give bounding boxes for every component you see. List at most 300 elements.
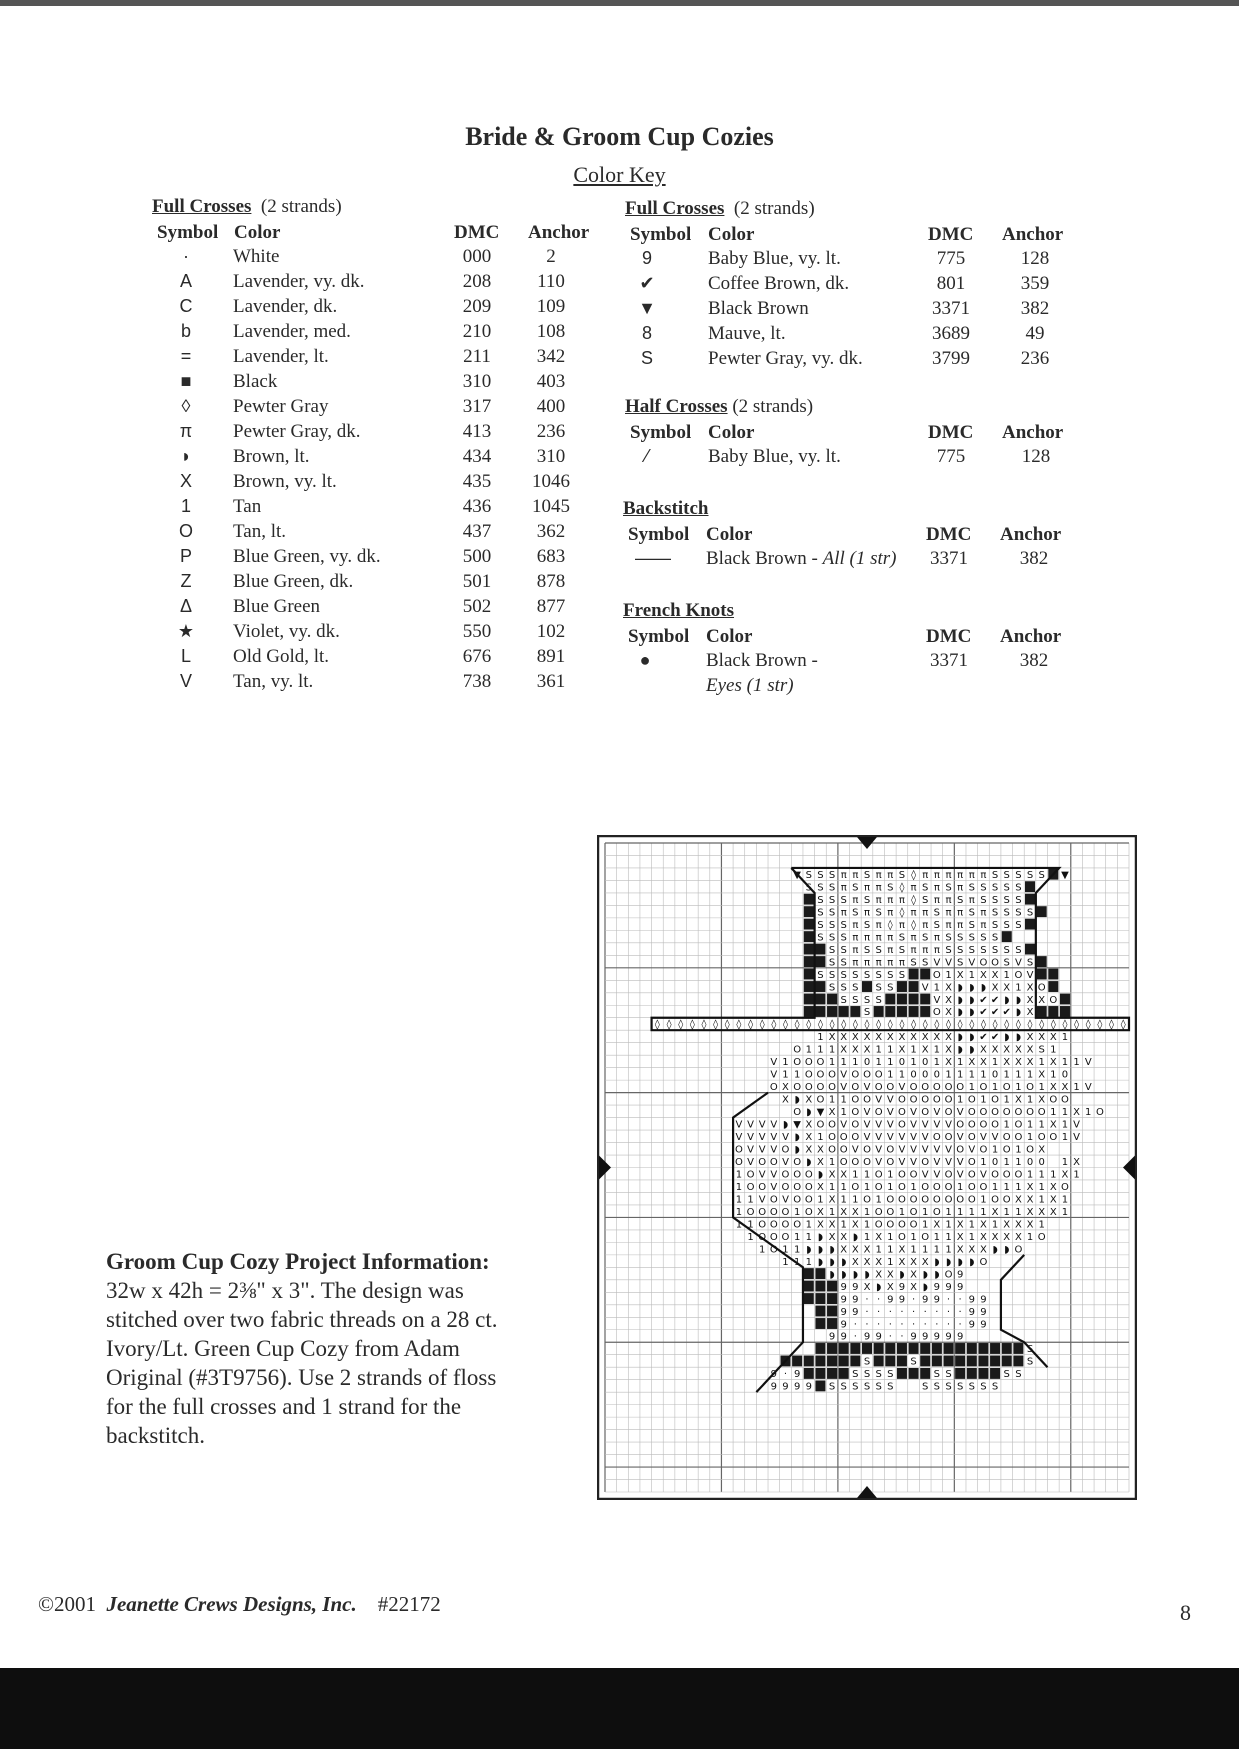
chart-cell-symbol: V xyxy=(921,1119,929,1131)
chart-cell-symbol: X xyxy=(816,1157,824,1169)
chart-cell-black xyxy=(827,1306,837,1317)
chart-cell-symbol: X xyxy=(1026,1007,1034,1019)
chart-cell-symbol: 1 xyxy=(1038,1057,1045,1069)
chart-cell-symbol: π xyxy=(945,907,952,919)
stitch-symbol: C xyxy=(179,296,193,316)
chart-cell-symbol: O xyxy=(793,1181,802,1193)
chart-cell-black xyxy=(850,1356,860,1367)
chart-cell-symbol: O xyxy=(886,1157,895,1169)
chart-cell-symbol: π xyxy=(887,944,894,956)
chart-cell-symbol: O xyxy=(991,1107,1000,1119)
chart-cell-symbol: O xyxy=(967,1119,976,1131)
chart-cell-symbol: · xyxy=(900,1306,904,1318)
chart-cell-symbol: X xyxy=(991,1044,999,1056)
anchor-number: 49 xyxy=(1025,323,1045,344)
dmc-number: 676 xyxy=(462,646,492,667)
chart-cell-symbol: ◊ xyxy=(794,1019,800,1031)
chart-cell-symbol: S xyxy=(1003,869,1010,881)
chart-cell-black xyxy=(804,919,814,930)
chart-cell-symbol: 1 xyxy=(1015,1206,1022,1218)
chart-cell-symbol: X xyxy=(1014,1094,1022,1106)
chart-cell-symbol: 1 xyxy=(817,1194,824,1206)
chart-cell-symbol: O xyxy=(804,1069,813,1081)
chart-cell-symbol: 1 xyxy=(968,1219,975,1231)
chart-cell-symbol: V xyxy=(1026,969,1034,981)
chart-cell-symbol: X xyxy=(1073,1107,1081,1119)
chart-cell-black xyxy=(804,931,814,942)
chart-cell-black xyxy=(792,1356,802,1367)
color-name: Lavender, med. xyxy=(233,321,351,342)
chart-cell-symbol: 9 xyxy=(840,1281,847,1293)
chart-cell-symbol: 1 xyxy=(887,1169,894,1181)
chart-cell-symbol: X xyxy=(1038,1069,1046,1081)
anchor-number: 2 xyxy=(546,246,556,267)
chart-cell-symbol: 1 xyxy=(980,1206,987,1218)
chart-cell-symbol: V xyxy=(851,1144,859,1156)
chart-cell-symbol: X xyxy=(851,1256,859,1268)
chart-cell-symbol: ◊ xyxy=(1062,1019,1068,1031)
chart-cell-symbol: 1 xyxy=(1015,1144,1022,1156)
stitch-symbol: ▼ xyxy=(638,298,656,318)
color-key-row xyxy=(152,446,612,471)
chart-cell-symbol: ◊ xyxy=(887,919,893,931)
chart-cell-symbol: O xyxy=(1049,994,1058,1006)
chart-cell-symbol: S xyxy=(875,982,882,994)
chart-cell-symbol: ◊ xyxy=(666,1019,672,1031)
chart-cell-symbol: 1 xyxy=(1061,1107,1069,1119)
chart-cell-symbol: 9 xyxy=(968,1306,975,1318)
chart-cell-symbol: X xyxy=(1003,1219,1011,1231)
backstitch-line-icon: —— xyxy=(635,548,671,568)
chart-cell-symbol: ✔ xyxy=(979,994,988,1006)
chart-cell-symbol: X xyxy=(945,1044,952,1056)
chart-cell-symbol: O xyxy=(991,1194,1000,1206)
chart-cell-black xyxy=(909,1368,919,1379)
dmc-number: 3799 xyxy=(932,348,970,369)
chart-cell-symbol: X xyxy=(980,1219,987,1231)
chart-cell-symbol: ◗ xyxy=(957,1007,963,1019)
chart-cell-symbol: ◗ xyxy=(794,1094,800,1106)
chart-cell-symbol: V xyxy=(898,1144,906,1156)
chart-cell-symbol: X xyxy=(956,969,964,981)
chart-cell-symbol: O xyxy=(769,1206,778,1218)
chart-cell-symbol: O xyxy=(758,1181,767,1193)
chart-cell-symbol: S xyxy=(1003,957,1010,969)
chart-cell-symbol: ◗ xyxy=(852,1269,858,1281)
chart-cell-symbol: O xyxy=(804,1206,813,1218)
chart-cell-symbol: ◗ xyxy=(829,1244,835,1256)
chart-cell-symbol: X xyxy=(805,1094,813,1106)
chart-cell-symbol: 9 xyxy=(770,1381,778,1393)
chart-cell-symbol: 1 xyxy=(887,1057,894,1069)
chart-cell-symbol: X xyxy=(980,1231,987,1243)
chart-cell-symbol: O xyxy=(816,1119,825,1131)
chart-cell-symbol: 1 xyxy=(1003,1094,1010,1106)
color-key-row xyxy=(625,248,1085,273)
chart-cell-symbol: π xyxy=(957,869,964,881)
chart-cell-symbol: ◊ xyxy=(911,1019,917,1031)
chart-cell-symbol: O xyxy=(909,1194,918,1206)
chart-cell-symbol: 1 xyxy=(933,1057,941,1069)
chart-cell-symbol: V xyxy=(747,1144,754,1156)
chart-cell-symbol: π xyxy=(933,932,940,944)
color-name: Blue Green, vy. dk. xyxy=(233,546,381,567)
chart-cell-symbol: 1 xyxy=(910,1057,917,1069)
chart-cell-symbol: O xyxy=(863,1069,871,1081)
chart-cell-symbol: 1 xyxy=(735,1169,743,1181)
chart-cell-symbol: O xyxy=(769,1194,778,1206)
chart-cell-black xyxy=(897,994,907,1005)
dmc-number: 310 xyxy=(462,371,492,392)
project-info-line: Ivory/Lt. Green Cup Cozy from Adam xyxy=(106,1336,460,1361)
chart-cell-symbol: S xyxy=(828,1381,836,1393)
chart-cell-symbol: O xyxy=(1061,1181,1069,1193)
chart-cell-symbol: π xyxy=(875,957,882,969)
chart-cell-symbol: ◊ xyxy=(980,1019,986,1031)
chart-cell-symbol: X xyxy=(805,1119,813,1131)
chart-cell-symbol: 1 xyxy=(1061,1032,1069,1044)
chart-cell-symbol: X xyxy=(956,1219,964,1231)
chart-cell-symbol: 0 xyxy=(922,1057,929,1069)
chart-cell-symbol: ◊ xyxy=(736,1019,742,1031)
chart-cell-symbol: V xyxy=(840,1119,848,1131)
stitch-symbol: V xyxy=(179,671,192,691)
chart-cell-symbol: 1 xyxy=(863,1169,871,1181)
chart-cell-symbol: ◗ xyxy=(817,1256,824,1268)
chart-cell-symbol: X xyxy=(1026,1057,1034,1069)
chart-cell-symbol: S xyxy=(1015,919,1022,931)
chart-cell-symbol: O xyxy=(839,1132,848,1144)
column-headers xyxy=(625,224,1085,248)
chart-cell-symbol: V xyxy=(840,1069,848,1081)
chart-cell-symbol: X xyxy=(851,1206,859,1218)
chart-cell-symbol: V xyxy=(910,1157,917,1169)
chart-cell-symbol: S xyxy=(968,882,975,894)
stitch-symbol: A xyxy=(179,271,192,291)
anchor-number: 310 xyxy=(536,446,566,467)
color-name: Black Brown - xyxy=(706,650,818,671)
chart-cell-symbol: 1 xyxy=(1061,1057,1069,1069)
section-heading-label: Backstitch xyxy=(623,498,709,519)
anchor-number: 236 xyxy=(536,421,566,442)
chart-cell-symbol: O xyxy=(793,1044,802,1056)
dmc-number: 501 xyxy=(462,571,492,592)
chart-cell-symbol: 0 xyxy=(898,1057,906,1069)
chart-cell-black xyxy=(909,1343,919,1354)
chart-cell-symbol: 0 xyxy=(1061,1069,1069,1081)
chart-cell-symbol: · xyxy=(923,1319,927,1331)
chart-cell-symbol: X xyxy=(1049,1194,1057,1206)
chart-cell-symbol: 1 xyxy=(1003,1206,1010,1218)
chart-cell-symbol: 1 xyxy=(852,1169,859,1181)
chart-cell-symbol: X xyxy=(898,1044,906,1056)
chart-cell-symbol: 1 xyxy=(782,1256,789,1268)
chart-cell-symbol: ◊ xyxy=(759,1019,765,1031)
chart-cell-symbol: ◊ xyxy=(1074,1019,1080,1031)
chart-cell-symbol: X xyxy=(840,1206,848,1218)
chart-cell-symbol: X xyxy=(1049,1181,1057,1193)
chart-cell-symbol: S xyxy=(1026,1356,1034,1368)
chart-cell-symbol: 1 xyxy=(1038,1194,1045,1206)
chart-cell-symbol: S xyxy=(840,894,847,906)
chart-cell-symbol: 0 xyxy=(863,1057,871,1069)
chart-cell-symbol: 1 xyxy=(980,1157,987,1169)
chart-cell-black xyxy=(1013,1343,1023,1354)
chart-cell-symbol: π xyxy=(852,932,859,944)
chart-cell-symbol: π xyxy=(863,882,871,894)
color-key-row xyxy=(623,650,1083,675)
chart-cell-symbol: O xyxy=(944,1269,953,1281)
chart-cell-symbol: S xyxy=(805,882,812,894)
anchor-number: 1045 xyxy=(532,496,570,517)
chart-cell-symbol: X xyxy=(1014,1044,1022,1056)
chart-cell-symbol: O xyxy=(979,1082,988,1094)
chart-cell-symbol: 1 xyxy=(1061,1157,1069,1169)
chart-cell-symbol: S xyxy=(840,994,847,1006)
chart-cell-symbol: ◊ xyxy=(713,1019,719,1031)
chart-cell-symbol: V xyxy=(782,1132,789,1144)
chart-cell-black xyxy=(804,969,814,980)
color-name: Tan, vy. lt. xyxy=(233,671,314,692)
chart-cell-symbol: X xyxy=(1038,1032,1046,1044)
color-name: Baby Blue, vy. lt. xyxy=(708,446,841,467)
chart-cell-symbol: X xyxy=(1026,1194,1034,1206)
chart-cell-symbol: S xyxy=(863,1381,871,1393)
chart-cell-symbol: 1 xyxy=(782,1069,789,1081)
chart-cell-symbol: 9 xyxy=(840,1331,847,1343)
chart-cell-symbol: 1 xyxy=(933,1244,941,1256)
color-name-note: Eyes (1 str) xyxy=(706,675,794,696)
chart-cell-symbol: · xyxy=(958,1294,962,1306)
chart-cell-black xyxy=(874,1343,884,1354)
chart-cell-symbol: V xyxy=(968,957,976,969)
chart-cell-symbol: π xyxy=(910,882,917,894)
chart-cell-black xyxy=(804,956,814,967)
chart-cell-symbol: 1 xyxy=(828,1206,836,1218)
color-name: Pewter Gray, vy. dk. xyxy=(708,348,863,369)
dmc-number: 3371 xyxy=(930,548,968,569)
header-symbol: Symbol xyxy=(628,626,690,647)
dmc-number: 775 xyxy=(936,446,966,467)
chart-cell-symbol: · xyxy=(935,1319,939,1331)
chart-cell-symbol: S xyxy=(852,982,859,994)
chart-cell-symbol: ◗ xyxy=(794,1132,800,1144)
chart-cell-symbol: ◗ xyxy=(817,1169,824,1181)
chart-cell-symbol: V xyxy=(875,1119,883,1131)
chart-cell-black xyxy=(920,1006,930,1017)
chart-cell-symbol: ▼ xyxy=(816,1107,825,1119)
chart-cell-black xyxy=(827,1343,837,1354)
color-key-row-continued xyxy=(623,675,1083,700)
section-heading xyxy=(625,198,1085,224)
chart-cell-symbol: π xyxy=(957,907,964,919)
chart-cell-black xyxy=(804,1268,814,1279)
chart-cell-symbol: ◊ xyxy=(1097,1019,1103,1031)
chart-cell-symbol: V xyxy=(933,1157,941,1169)
stitch-symbol: ⁄ xyxy=(645,446,649,466)
chart-cell-symbol: S xyxy=(1003,1369,1010,1381)
chart-cell-symbol: O xyxy=(1037,1231,1046,1243)
dmc-number: 210 xyxy=(462,321,492,342)
chart-cell-symbol: O xyxy=(851,1157,860,1169)
chart-cell-symbol: S xyxy=(1003,894,1010,906)
chart-cell-symbol: 1 xyxy=(1003,1119,1010,1131)
chart-cell-symbol: 1 xyxy=(945,1219,952,1231)
chart-cell-symbol: 1 xyxy=(1061,1194,1069,1206)
chart-cell-symbol: ◊ xyxy=(864,1019,870,1031)
chart-cell-symbol: V xyxy=(875,1132,883,1144)
chart-cell-symbol: S xyxy=(828,932,836,944)
chart-cell-symbol: X xyxy=(1038,1094,1046,1106)
chart-cell-symbol: S xyxy=(898,944,906,956)
chart-cell-symbol: ◗ xyxy=(945,1256,952,1268)
header-symbol: Symbol xyxy=(157,222,219,243)
chart-cell-symbol: S xyxy=(840,1381,847,1393)
stitch-symbol: Δ xyxy=(179,596,193,616)
chart-cell-symbol: 1 xyxy=(887,1256,894,1268)
chart-cell-symbol: 1 xyxy=(782,1057,789,1069)
chart-cell-black xyxy=(990,1356,1000,1367)
chart-cell-symbol: 1 xyxy=(922,1219,929,1231)
section-heading-label: Half Crosses xyxy=(625,396,728,417)
chart-cell-symbol: X xyxy=(875,1256,883,1268)
chart-cell-black xyxy=(885,1006,895,1017)
chart-cell-symbol: O xyxy=(956,1194,965,1206)
color-key-row xyxy=(152,321,612,346)
full-crosses-left-section xyxy=(152,196,612,696)
chart-cell-black xyxy=(885,1356,895,1367)
chart-cell-symbol: V xyxy=(991,1132,999,1144)
chart-cell-symbol: O xyxy=(1026,1107,1034,1119)
chart-cell-black xyxy=(920,969,930,980)
chart-cell-black xyxy=(1037,1006,1047,1017)
chart-cell-symbol: · xyxy=(865,1306,869,1318)
chart-cell-symbol: π xyxy=(852,944,859,956)
chart-cell-symbol: 1 xyxy=(910,1044,917,1056)
chart-cell-symbol: ◗ xyxy=(957,1256,963,1268)
chart-cell-symbol: O xyxy=(932,1206,941,1218)
chart-cell-symbol: O xyxy=(1002,1132,1011,1144)
chart-cell-symbol: 1 xyxy=(875,1244,882,1256)
project-info-line: for the full crosses and 1 strand for the xyxy=(106,1394,462,1419)
half-crosses-section xyxy=(625,396,1085,471)
chart-cell-symbol: O xyxy=(1049,1094,1058,1106)
chart-cell-symbol: ◗ xyxy=(829,1269,835,1281)
chart-cell-symbol: X xyxy=(1049,1119,1057,1131)
chart-cell-symbol: ◊ xyxy=(876,1019,882,1031)
chart-cell-symbol: ◊ xyxy=(992,1019,998,1031)
chart-cell-symbol: ✔ xyxy=(990,1007,1000,1019)
chart-cell-symbol: X xyxy=(933,1032,941,1044)
chart-cell-symbol: ◊ xyxy=(899,1019,905,1031)
chart-cell-symbol: ◗ xyxy=(806,1157,812,1169)
chart-cell-symbol: ◊ xyxy=(957,1019,963,1031)
color-name: Blue Green, dk. xyxy=(233,571,354,592)
chart-cell-symbol: O xyxy=(921,1231,930,1243)
chart-cell-black xyxy=(955,1368,965,1379)
backstitch-section xyxy=(623,498,1083,573)
chart-cell-symbol: X xyxy=(1026,1032,1034,1044)
chart-cell-symbol: O xyxy=(967,1194,976,1206)
chart-cell-symbol: 1 xyxy=(840,1194,847,1206)
color-key-row xyxy=(152,246,612,271)
chart-cell-symbol: X xyxy=(991,1231,999,1243)
chart-cell-symbol: · xyxy=(853,1319,857,1331)
chart-cell-symbol: S xyxy=(922,894,929,906)
stitch-symbol: ✔ xyxy=(639,273,655,293)
chart-cell-symbol: X xyxy=(851,1032,859,1044)
chart-cell-symbol: ◊ xyxy=(1109,1019,1115,1031)
chart-cell-symbol: 0 xyxy=(1038,1157,1045,1169)
chart-cell-symbol: O xyxy=(932,1181,941,1193)
chart-cell-symbol: π xyxy=(945,919,952,931)
chart-cell-black xyxy=(815,956,825,967)
chart-cell-symbol: S xyxy=(922,1381,929,1393)
project-info-line: backstitch. xyxy=(106,1423,205,1448)
chart-cell-symbol: 9 xyxy=(945,1331,952,1343)
full-crosses-right-rows xyxy=(625,248,1085,373)
chart-cell-symbol: 1 xyxy=(793,1256,801,1268)
chart-cell-black xyxy=(804,1368,814,1379)
chart-cell-symbol: O xyxy=(932,1132,941,1144)
chart-cell-symbol: ◗ xyxy=(864,1269,870,1281)
color-key-row xyxy=(152,396,612,421)
chart-cell-symbol: V xyxy=(886,1119,894,1131)
chart-cell-symbol: X xyxy=(980,969,987,981)
chart-cell-symbol: O xyxy=(851,1119,860,1131)
chart-cell-symbol: O xyxy=(944,1107,953,1119)
chart-cell-symbol: S xyxy=(887,882,894,894)
color-key-row xyxy=(152,546,612,571)
chart-cell-black xyxy=(850,1343,860,1354)
chart-cell-symbol: S xyxy=(945,882,952,894)
chart-cell-symbol: 9 xyxy=(956,1269,964,1281)
chart-cell-symbol: 1 xyxy=(945,1231,952,1243)
header-color: Color xyxy=(708,224,755,245)
chart-cell-symbol: S xyxy=(863,969,871,981)
page-title: Bride & Groom Cup Cozies xyxy=(465,122,774,151)
chart-cell-symbol: X xyxy=(1003,1044,1011,1056)
chart-cell-symbol: X xyxy=(840,1032,848,1044)
chart-cell-black xyxy=(1037,969,1047,980)
chart-cell-symbol: V xyxy=(980,1132,987,1144)
color-name: Pewter Gray, dk. xyxy=(233,421,361,442)
chart-cell-symbol: O xyxy=(967,1107,976,1119)
chart-cell-symbol: S xyxy=(887,969,894,981)
chart-cell-symbol: 1 xyxy=(991,1181,999,1193)
chart-cell-symbol: V xyxy=(758,1132,766,1144)
chart-cell-symbol: 1 xyxy=(898,1069,906,1081)
chart-cell-symbol: · xyxy=(958,1319,962,1331)
chart-cell-symbol: 1 xyxy=(1038,1181,1045,1193)
chart-cell-symbol: S xyxy=(852,1369,859,1381)
chart-cell-symbol: 9 xyxy=(793,1369,801,1381)
chart-cell-symbol: O xyxy=(1037,1132,1046,1144)
chart-cell-symbol: X xyxy=(956,1244,964,1256)
chart-cell-symbol: S xyxy=(875,907,882,919)
chart-cell-symbol: π xyxy=(875,919,882,931)
chart-cell-symbol: S xyxy=(817,869,824,881)
chart-cell-symbol: π xyxy=(945,869,952,881)
chart-cell-symbol: V xyxy=(1073,1132,1081,1144)
chart-cell-symbol: O xyxy=(909,1094,918,1106)
color-name: Brown, lt. xyxy=(233,446,310,467)
chart-cell-black xyxy=(815,1380,825,1391)
chart-cell-symbol: S xyxy=(887,982,894,994)
chart-cell-symbol: ◊ xyxy=(771,1019,777,1031)
color-key-row xyxy=(625,273,1085,298)
chart-cell-symbol: X xyxy=(898,1032,906,1044)
